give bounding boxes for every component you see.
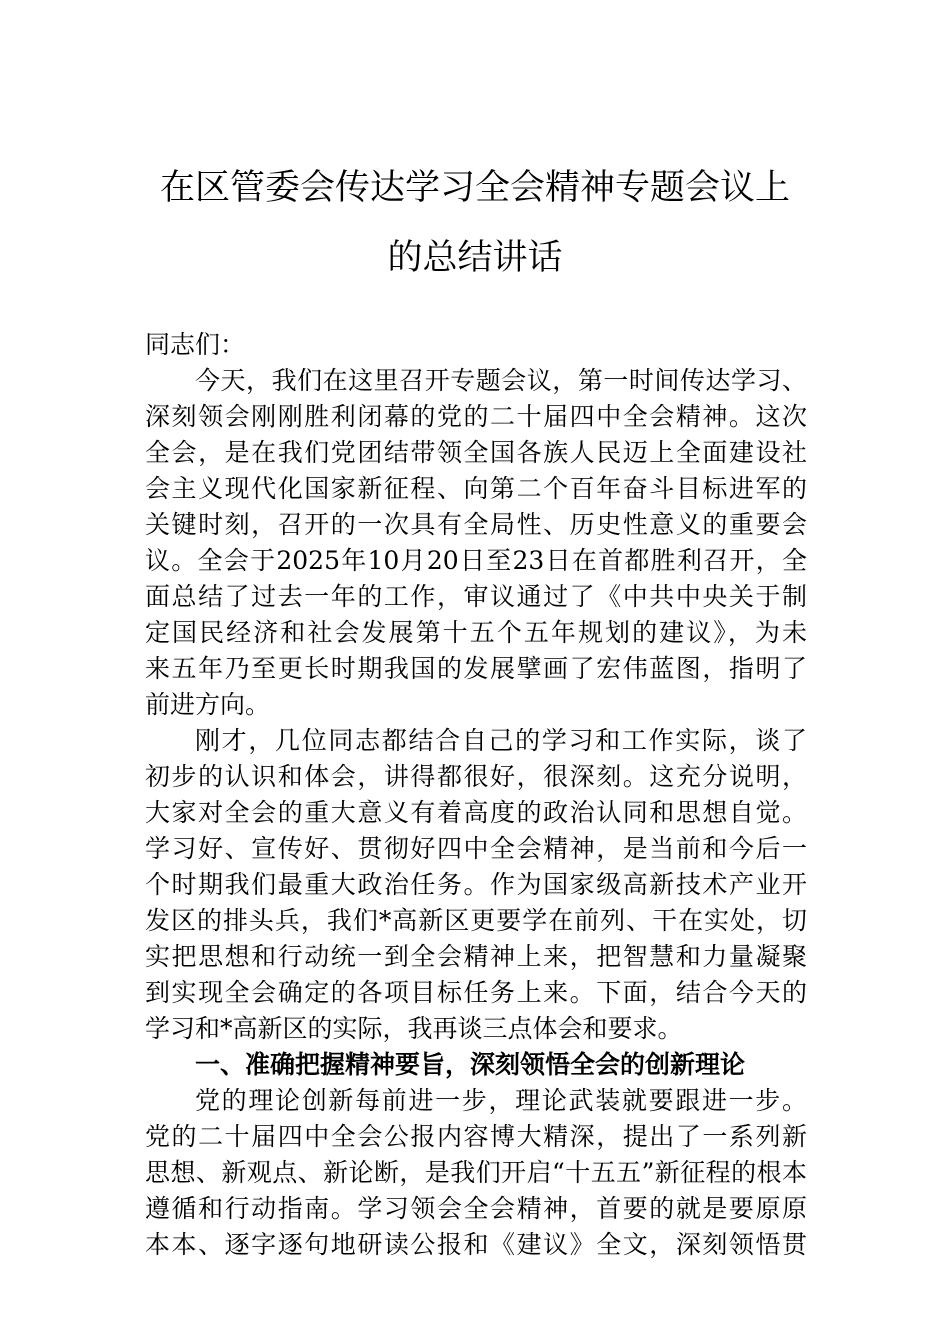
- text-line: 深刻领会刚刚胜利闭幕的党的二十届四中全会精神。这次: [145, 402, 807, 431]
- text-line: 会主义现代化国家新征程、向第二个百年奋斗目标进军的: [145, 474, 807, 503]
- text-line: 初步的认识和体会，讲得都很好，很深刻。这充分说明，: [145, 762, 807, 791]
- text-line: 议。全会于2025年10月20日至23日在首都胜利召开，全: [145, 546, 807, 575]
- text-line: 实把思想和行动统一到全会精神上来，把智慧和力量凝聚: [145, 942, 807, 971]
- title-line-1: 在区管委会传达学习全会精神专题会议上: [159, 168, 790, 208]
- text-line: 遵循和行动指南。学习领会全会精神，首要的就是要原原: [145, 1194, 807, 1223]
- text-line: 今天，我们在这里召开专题会议，第一时间传达学习、: [195, 366, 807, 395]
- text-line: 思想、新观点、新论断，是我们开启“十五五”新征程的根本: [145, 1158, 807, 1187]
- title-line-2: 的总结讲话: [387, 238, 563, 278]
- document-body: [145, 327, 807, 1263]
- text-line: 党的理论创新每前进一步，理论武装就要跟进一步。: [195, 1086, 807, 1115]
- text-line: 党的二十届四中全会公报内容博大精深，提出了一系列新: [145, 1122, 807, 1151]
- text-line: 发区的排头兵，我们*高新区更要学在前列、干在实处，切: [145, 906, 807, 935]
- text-line: 刚才，几位同志都结合自己的学习和工作实际，谈了: [195, 726, 807, 755]
- text-line: 本本、逐字逐句地研读公报和《建议》全文，深刻领悟贯: [145, 1230, 807, 1259]
- paragraph: [145, 363, 807, 723]
- text-line: 学习好、宣传好、贯彻好四中全会精神，是当前和今后一: [145, 834, 807, 863]
- text-line: 关键时刻，召开的一次具有全局性、历史性意义的重要会: [145, 510, 807, 539]
- text-line: 前进方向。: [145, 690, 271, 719]
- text-line: 定国民经济和社会发展第十五个五年规划的建议》，为未: [145, 618, 807, 647]
- section-heading: [145, 1047, 807, 1083]
- text-line: 面总结了过去一年的工作，审议通过了《中共中央关于制: [145, 582, 807, 611]
- paragraph: [145, 1083, 807, 1263]
- text-line: 一、准确把握精神要旨，深刻领悟全会的创新理论: [195, 1050, 746, 1079]
- paragraphs: [145, 363, 807, 1263]
- paragraph: [145, 723, 807, 1047]
- text-line: 个时期我们最重大政治任务。作为国家级高新技术产业开: [145, 870, 807, 899]
- text-line: 大家对全会的重大意义有着高度的政治认同和思想自觉。: [145, 798, 807, 827]
- text-line: 学习和*高新区的实际，我再谈三点体会和要求。: [145, 1014, 683, 1043]
- text-line: 到实现全会确定的各项目标任务上来。下面，结合今天的: [145, 978, 807, 1007]
- text-line: 来五年乃至更长时期我国的发展擘画了宏伟蓝图，指明了: [145, 654, 807, 683]
- salutation: 同志们：: [145, 330, 246, 359]
- text-line: 全会，是在我们党团结带领全国各族人民迈上全面建设社: [145, 438, 807, 467]
- document-title: [0, 153, 950, 293]
